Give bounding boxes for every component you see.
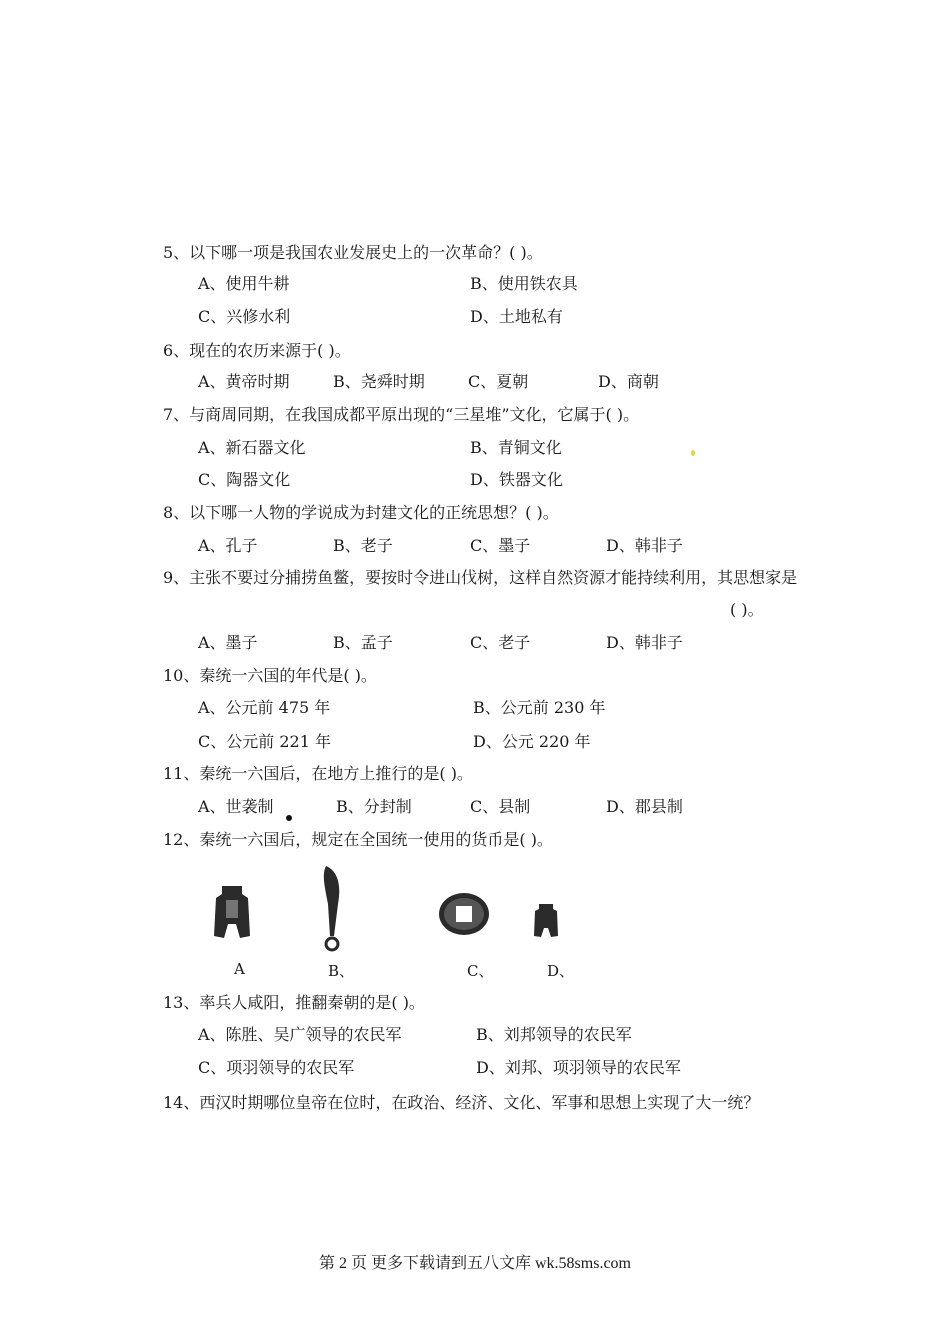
question-8-option-c: C、墨子	[470, 536, 531, 555]
question-11-option-a: A、世袭制	[198, 797, 274, 816]
question-7-stem: 7、与商周同期，在我国成都平原出现的“三星堆”文化，它属于( )。	[163, 405, 640, 424]
small-spade-coin-image-d	[532, 902, 560, 938]
question-10-option-d: D、公元 220 年	[473, 732, 591, 751]
question-11-option-d: D、郡县制	[606, 797, 683, 816]
question-9-option-a: A、墨子	[198, 633, 258, 652]
question-13-option-b: B、刘邦领导的农民军	[476, 1025, 632, 1044]
question-10-stem: 10、秦统一六国的年代是( )。	[163, 666, 377, 685]
question-5-stem: 5、以下哪一项是我国农业发展史上的一次革命？( )。	[163, 243, 543, 262]
question-8-option-d: D、韩非子	[606, 536, 683, 555]
question-11-option-b: B、分封制	[336, 797, 412, 816]
coin-label-b: B、	[328, 962, 355, 980]
page-footer: 第 2 页 更多下载请到五八文库 wk.58sms.com	[318, 1255, 631, 1272]
scan-speck	[691, 450, 695, 456]
question-5-option-c: C、兴修水利	[198, 307, 291, 326]
question-13-option-d: D、刘邦、项羽领导的农民军	[476, 1058, 681, 1077]
question-10-option-b: B、公元前 230 年	[473, 698, 606, 717]
question-7-option-a: A、新石器文化	[198, 438, 306, 457]
question-9-option-d: D、韩非子	[606, 633, 683, 652]
round-coin-image-c	[437, 891, 491, 937]
question-9-option-c: C、老子	[470, 633, 531, 652]
question-7-option-d: D、铁器文化	[470, 470, 563, 489]
coin-label-a: A	[234, 960, 245, 978]
question-11-option-c: C、县制	[470, 797, 531, 816]
question-10-option-c: C、公元前 221 年	[198, 732, 331, 751]
question-13-option-c: C、项羽领导的农民军	[198, 1058, 355, 1077]
question-6-option-c: C、夏朝	[468, 372, 529, 391]
question-5-option-a: A、使用牛耕	[198, 274, 290, 293]
spade-coin-image-a	[212, 884, 252, 940]
question-9-blank: ( )。	[730, 600, 764, 619]
question-6-stem: 6、现在的农历来源于( )。	[163, 341, 351, 360]
scan-speck	[286, 815, 292, 821]
question-6-option-a: A、黄帝时期	[198, 372, 290, 391]
question-9-option-b: B、孟子	[333, 633, 393, 652]
question-7-option-b: B、青铜文化	[470, 438, 562, 457]
question-8-stem: 8、以下哪一人物的学说成为封建文化的正统思想？( )。	[163, 503, 559, 522]
question-10-option-a: A、公元前 475 年	[198, 698, 331, 717]
question-6-option-d: D、商朝	[598, 372, 659, 391]
question-6-option-b: B、尧舜时期	[333, 372, 425, 391]
question-12-stem: 12、秦统一六国后，规定在全国统一使用的货币是( )。	[163, 830, 553, 849]
question-5-option-b: B、使用铁农具	[470, 274, 578, 293]
question-7-option-c: C、陶器文化	[198, 470, 291, 489]
question-14-stem: 14、西汉时期哪位皇帝在位时，在政治、经济、文化、军事和思想上实现了大一统？	[163, 1093, 760, 1112]
question-8-option-a: A、孔子	[198, 536, 258, 555]
coin-label-c: C、	[467, 962, 494, 980]
question-5-option-d: D、土地私有	[470, 307, 563, 326]
question-13-stem: 13、率兵人咸阳，推翻秦朝的是( )。	[163, 993, 425, 1012]
coin-label-d: D、	[547, 962, 575, 980]
question-9-stem: 9、主张不要过分捕捞鱼鳖，要按时令进山伐树，这样自然资源才能持续利用，其思想家是	[163, 568, 798, 587]
question-11-stem: 11、秦统一六国后，在地方上推行的是( )。	[163, 764, 473, 783]
question-13-option-a: A、陈胜、吴广领导的农民军	[198, 1025, 402, 1044]
question-8-option-b: B、老子	[333, 536, 393, 555]
knife-coin-image-b	[318, 864, 348, 952]
